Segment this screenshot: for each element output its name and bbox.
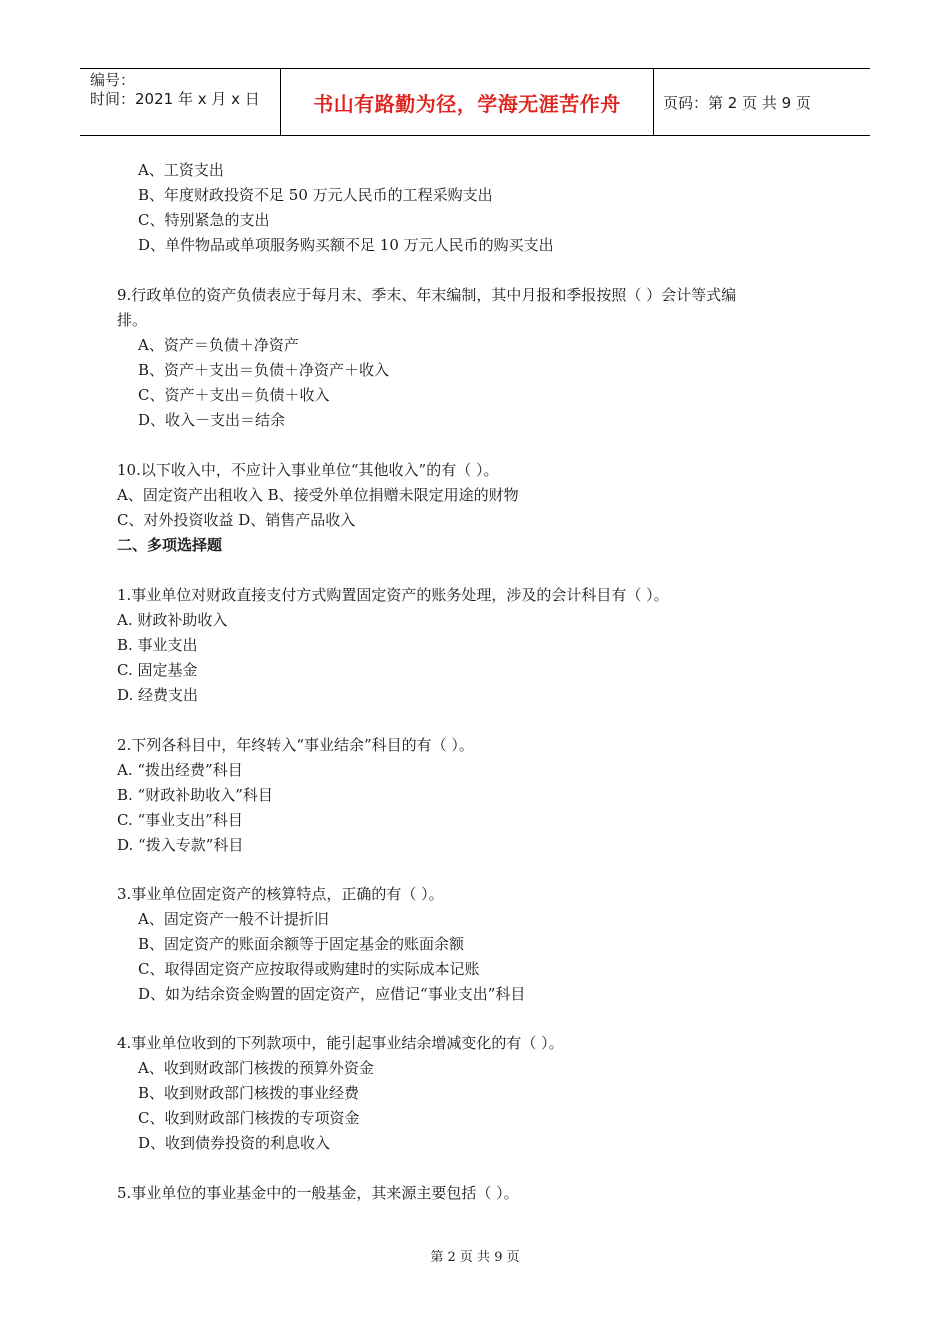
question-line: 4.事业单位收到的下列款项中，能引起事业结余增减变化的有（ ）。 xyxy=(117,1034,564,1052)
option-line: B、固定资产的账面余额等于固定基金的账面余额 xyxy=(138,935,465,953)
option-line: D. “拨入专款”科目 xyxy=(117,836,244,854)
header-page-info: 页码：第 2 页 共 9 页 xyxy=(663,93,811,112)
option-line: B、资产＋支出＝负债＋净资产＋收入 xyxy=(138,361,390,379)
question-line: 3.事业单位固定资产的核算特点，正确的有（ ）。 xyxy=(117,885,444,903)
option-line: B、收到财政部门核拨的事业经费 xyxy=(138,1084,360,1102)
question-line: 5.事业单位的事业基金中的一般基金，其来源主要包括（ ）。 xyxy=(117,1184,519,1202)
option-line: B. 事业支出 xyxy=(117,636,198,654)
document-time-label: 时间：2021 年 x 月 x 日 xyxy=(90,90,260,108)
question-line: 10.以下收入中，不应计入事业单位“其他收入”的有（ ）。 xyxy=(117,461,499,479)
option-line: A、固定资产一般不计提折旧 xyxy=(138,910,329,928)
option-line: C. 固定基金 xyxy=(117,661,198,679)
option-line: A、固定资产出租收入 B、接受外单位捐赠未限定用途的财物 xyxy=(117,486,519,504)
option-line: D、如为结余资金购置的固定资产，应借记“事业支出”科目 xyxy=(138,985,526,1003)
option-line: B、年度财政投资不足 50 万元人民币的工程采购支出 xyxy=(138,186,493,204)
option-line: A、收到财政部门核拨的预算外资金 xyxy=(138,1059,374,1077)
section-title: 二、多项选择题 xyxy=(117,536,223,554)
page-header xyxy=(80,68,870,136)
option-line: D、收到债券投资的利息收入 xyxy=(138,1134,331,1152)
option-line: B. “财政补助收入”科目 xyxy=(117,786,273,804)
option-line: C、取得固定资产应按取得或购建时的实际成本记账 xyxy=(138,960,480,978)
question-line: 2.下列各科目中，年终转入“事业结余”科目的有（ ）。 xyxy=(117,736,474,754)
option-line: C、收到财政部门核拨的专项资金 xyxy=(138,1109,360,1127)
option-line: C、特别紧急的支出 xyxy=(138,211,270,229)
option-line: D. 经费支出 xyxy=(117,686,199,704)
option-line: D、单件物品或单项服务购买额不足 10 万元人民币的购买支出 xyxy=(138,236,554,254)
option-line: A、资产＝负债＋净资产 xyxy=(138,336,299,354)
option-line: A. “拨出经费”科目 xyxy=(117,761,243,779)
option-line: D、收入－支出＝结余 xyxy=(138,411,286,429)
header-left-cell xyxy=(80,69,281,135)
option-line: C、资产＋支出＝负债＋收入 xyxy=(138,386,330,404)
document-number-label: 编号： xyxy=(90,71,136,89)
question-line: 9.行政单位的资产负债表应于每月末、季末、年末编制，其中月报和季报按照（ ）会计等式编 xyxy=(117,286,737,304)
option-line: C. “事业支出”科目 xyxy=(117,811,243,829)
question-line: 1.事业单位对财政直接支付方式购置固定资产的账务处理，涉及的会计科目有（ ）。 xyxy=(117,586,669,604)
option-line: A. 财政补助收入 xyxy=(117,611,228,629)
option-line: C、对外投资收益 D、销售产品收入 xyxy=(117,511,356,529)
page-footer: 第 2 页 共 9 页 xyxy=(430,1250,520,1265)
question-line: 排。 xyxy=(117,311,148,329)
header-motto: 书山有路勤为径，学海无涯苦作舟 xyxy=(281,69,654,135)
option-line: A、工资支出 xyxy=(138,161,224,179)
